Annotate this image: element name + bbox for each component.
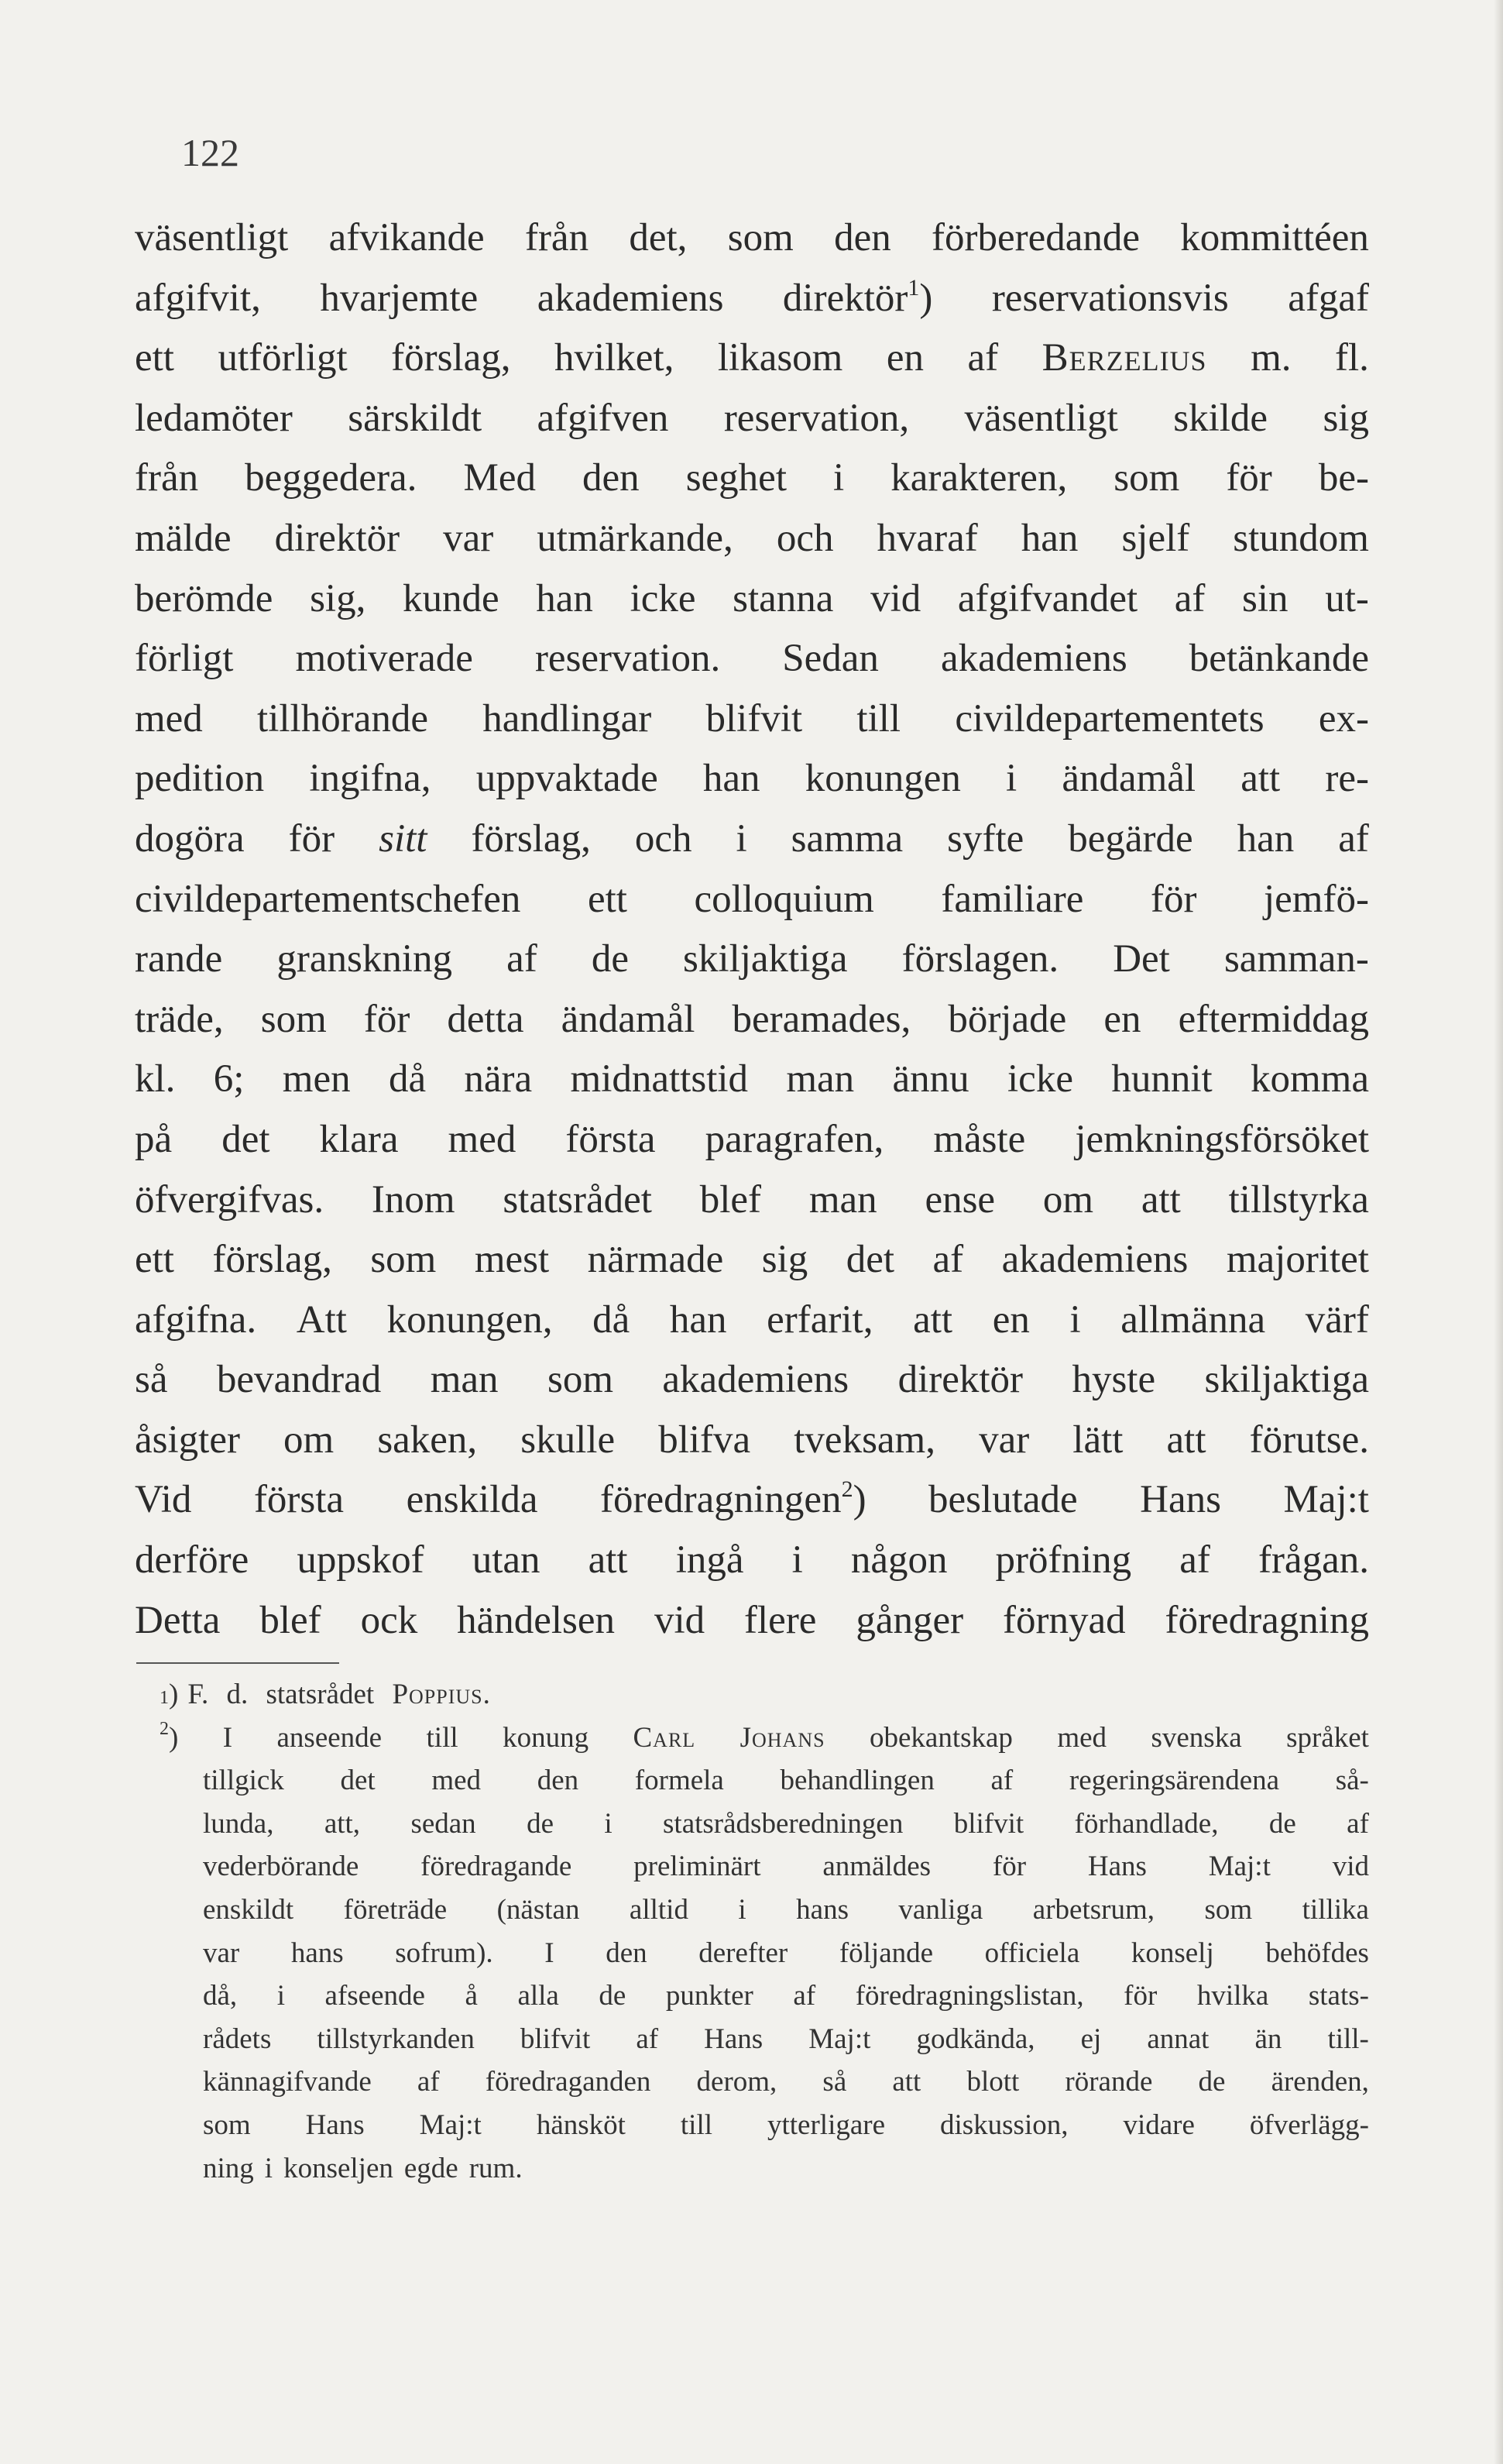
text-line: ett förslag, som mest närmade sig det af akademiens majoritet <box>135 1238 1369 1282</box>
text-line: från beggedera. Med den seghet i karakteren, som för be- <box>135 456 1369 500</box>
footnote-2-line: rådets tillstyrkanden blifvit af Hans Maj:t godkända, ej annat än till- <box>203 2022 1369 2055</box>
text-line: så bevandrad man som akademiens direktör hyste skiljaktiga <box>135 1358 1369 1402</box>
text-line: ett utförligt förslag, hvilket, likasom en af Berzelius m. fl. <box>135 336 1369 380</box>
footnote-2-line: vederbörande föredragande preliminärt anmäldes för Hans Maj:t vid <box>203 1851 1369 1883</box>
text-line: Detta blef ock händelsen vid flere gånger förnyad föredragning <box>135 1598 1369 1642</box>
footnote-2-line: enskildt företräde (nästan alltid i hans vanliga arbetsrum, som tillika <box>203 1893 1369 1926</box>
footnote-2-line: ning i konseljen egde rum. <box>203 2152 523 2184</box>
footnote-1-text: F. d. statsrådet Poppius. <box>187 1679 491 1710</box>
text-line: med tillhörande handlingar blifvit till civildepartementets ex- <box>135 696 1369 741</box>
footnote-2-line: tillgick det med den formela behandlingen af regeringsärendena så- <box>203 1765 1369 1797</box>
text-line: afgifvit, hvarjemte akademiens direktör$^1$) reservationsvis afgaf <box>135 274 1369 320</box>
text-line: dogöra för sitt förslag, och i samma syfte begärde han af <box>135 816 1369 861</box>
text-line: afgifna. Att konungen, då han erfarit, att en i allmänna värf <box>135 1297 1369 1342</box>
body-text <box>135 215 1369 1658</box>
text-line: öfvergifvas. Inom statsrådet blef man ense om att tillstyrka <box>135 1177 1369 1222</box>
text-line: Vid första enskilda föredragningen$^2$) beslutade Hans Maj:t <box>135 1476 1369 1522</box>
text-line: rande granskning af de skiljaktiga förslagen. Det samman- <box>135 937 1369 981</box>
footnote-2-line: som Hans Maj:t hänsköt till ytterligare diskussion, vidare öfverlägg- <box>203 2108 1369 2141</box>
text-line: derföre uppskof utan att ingå i någon pröfning af frågan. <box>135 1538 1369 1583</box>
text-line: träde, som för detta ändamål beramades, började en eftermiddag <box>135 997 1369 1041</box>
footnote-2-line: då, i afseende å alla de punkter af föredragningslistan, för hvilka stats- <box>203 1980 1369 2012</box>
footnote-1: 1 ) F. d. statsrådet Poppius. <box>160 1678 1369 1721</box>
footnote-2-mark: $^2$) <box>160 1718 179 1754</box>
footnote-2-line: lunda, att, sedan de i statsrådsberedningen blifvit förhandlade, de af <box>203 1807 1369 1840</box>
text-line: berömde sig, kunde han icke stanna vid afgifvandet af sin ut- <box>135 576 1369 620</box>
footnote-separator-rule <box>136 1662 339 1664</box>
page-number: 122 <box>181 131 239 174</box>
text-line: på det klara med första paragrafen, måste jemkningsförsöket <box>135 1117 1369 1161</box>
text-line: förligt motiverade reservation. Sedan akademiens betänkande <box>135 637 1369 681</box>
footnote-2-line: $^2$) I anseende till konung Carl Johans obekantskap med svenska språket <box>160 1718 1369 1754</box>
footnote-2-line: var hans sofrum). I den derefter följande officiela konselj behöfdes <box>203 1936 1369 1969</box>
text-line: kl. 6; men då nära midnattstid man ännu icke hunnit komma <box>135 1057 1369 1101</box>
text-line: mälde direktör var utmärkande, och hvaraf han sjelf stundom <box>135 516 1369 560</box>
footnote-2 <box>160 1718 1369 2195</box>
text-line: civildepartementschefen ett colloquium familiare för jemfö- <box>135 877 1369 921</box>
text-line: åsigter om saken, skulle blifva tveksam, var lätt att förutse. <box>135 1418 1369 1462</box>
footnote-2-line: kännagifvande af föredraganden derom, så att blott rörande de ärenden, <box>203 2066 1369 2098</box>
page-edge-shadow <box>1494 0 1503 2464</box>
footnotes <box>160 1678 1369 2194</box>
text-line: pedition ingifna, uppvaktade han konungen i ändamål att re- <box>135 757 1369 801</box>
text-line: väsentligt afvikande från det, som den förberedande kommittéen <box>135 216 1369 259</box>
text-line: ledamöter särskildt afgifven reservation, väsentligt skilde sig <box>135 396 1369 440</box>
